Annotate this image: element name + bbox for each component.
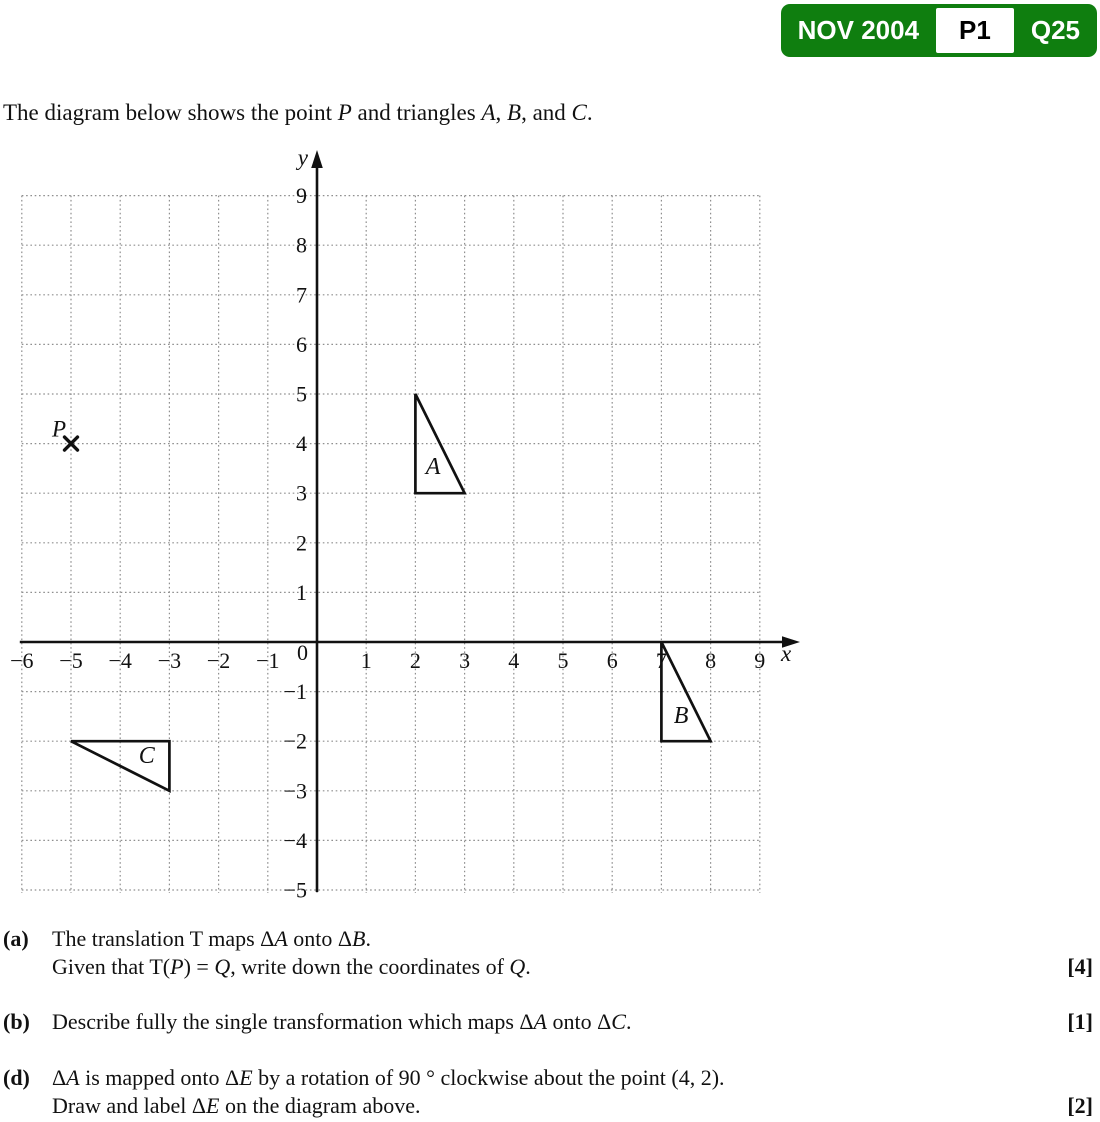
x-tick-label: 2 <box>409 648 421 673</box>
question-list <box>3 0 1093 1122</box>
y-tick-label: 2 <box>296 530 307 556</box>
x-tick-label: −3 <box>157 648 182 673</box>
x-tick-label: −5 <box>59 648 83 673</box>
y-tick-label: −4 <box>283 827 307 853</box>
x-tick-label: −2 <box>206 648 231 673</box>
part-text-line: ΔA is mapped onto ΔE by a rotation of 90 ° clockwise about the point (4, 2). <box>52 1065 725 1090</box>
part-text-line: The translation T maps ΔA onto ΔB. <box>52 926 371 951</box>
y-tick-label: 1 <box>296 579 307 605</box>
y-tick-label: −5 <box>283 877 307 903</box>
part-label: (b) <box>3 1009 30 1034</box>
marks-badge: [2] <box>1067 1093 1093 1118</box>
y-tick-label: 3 <box>296 480 307 506</box>
badge-session: NOV 2004 <box>797 15 920 45</box>
y-tick-label: 4 <box>296 431 307 457</box>
y-tick-label: 6 <box>296 331 307 357</box>
marks-badge: [1] <box>1067 1009 1093 1034</box>
x-tick-label: 9 <box>754 648 766 673</box>
x-tick-label: 8 <box>705 648 717 673</box>
badge-paper: P1 <box>936 8 1014 53</box>
x-tick-label: 4 <box>508 648 520 673</box>
triangle-A-label: A <box>425 453 441 480</box>
triangle-B-label: B <box>673 702 689 729</box>
badge-question: Q25 <box>1030 15 1080 45</box>
y-tick-label: −1 <box>283 679 307 705</box>
x-tick-label: −4 <box>108 648 132 673</box>
question-part-b <box>3 1008 1093 1036</box>
x-tick-label: −1 <box>256 648 280 673</box>
x-tick-label: −6 <box>10 648 34 673</box>
x-tick-label: 3 <box>459 648 471 673</box>
x-tick-label: 5 <box>557 648 569 673</box>
x-tick-label: 6 <box>606 648 618 673</box>
question-part-a <box>3 925 1093 981</box>
origin-label: 0 <box>297 640 308 665</box>
triangle-C-label: C <box>138 743 155 770</box>
intro-text: The diagram below shows the point P and triangles A, B, and C. <box>3 100 593 125</box>
y-tick-label: −3 <box>283 778 307 804</box>
y-tick-label: 5 <box>296 381 307 407</box>
part-label: (d) <box>3 1065 30 1090</box>
y-axis-label: y <box>297 145 308 170</box>
part-text-line: Draw and label ΔE on the diagram above. <box>52 1093 421 1118</box>
part-text-line: Given that T(P) = Q, write down the coordinates of Q. <box>52 954 531 979</box>
part-text-line: Describe fully the single transformation which maps ΔA onto ΔC. <box>52 1009 632 1034</box>
y-tick-label: −2 <box>283 728 307 754</box>
part-label: (a) <box>3 926 29 951</box>
question-part-d <box>3 1064 1093 1120</box>
x-tick-label: 7 <box>655 648 667 673</box>
part-text <box>52 1008 1067 1036</box>
x-tick-label: 1 <box>360 648 372 673</box>
part-text <box>52 1064 1067 1120</box>
point-P-label: P <box>51 416 66 442</box>
x-axis-label: x <box>781 641 792 666</box>
y-tick-label: 7 <box>296 282 307 308</box>
part-text <box>52 925 1067 981</box>
marks-badge: [4] <box>1067 954 1093 979</box>
y-tick-label: 9 <box>296 183 307 209</box>
y-tick-label: 8 <box>296 232 307 258</box>
